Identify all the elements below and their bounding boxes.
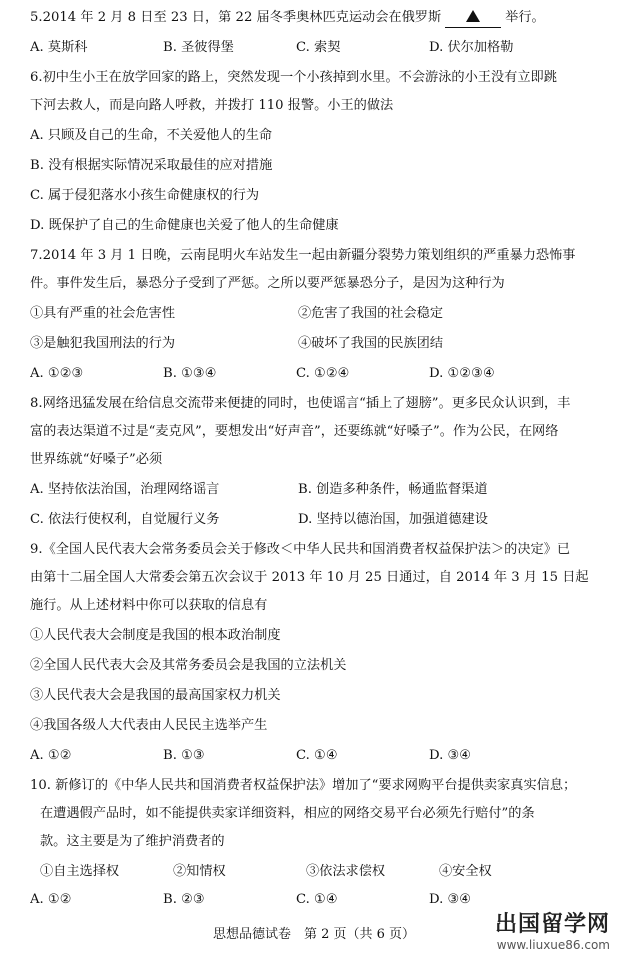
q7-option-a: A. ①②③	[30, 366, 84, 381]
q7-items-row-2	[30, 332, 614, 356]
q6-stem-line-2: 下河去救人，而是向路人呼救，并拨打 110 报警。小王的做法	[30, 98, 394, 113]
triangle-icon	[466, 10, 480, 22]
q5-stem	[30, 6, 614, 30]
q10-item-4: ④安全权	[439, 864, 492, 879]
q10-option-d: D. ③④	[429, 892, 472, 907]
answer-blank	[445, 9, 501, 28]
q10-item-1: ①自主选择权	[40, 864, 120, 879]
q7-items-row-1	[30, 302, 614, 326]
q9-option-b: B. ①③	[163, 748, 205, 763]
q5-option-d: D. 伏尔加格勒	[429, 40, 514, 55]
q5-option-c: C. 索契	[296, 40, 341, 55]
q5-option-b: B. 圣彼得堡	[163, 40, 234, 55]
q9-item-3: ③人民代表大会是我国的最高国家权力机关	[30, 688, 281, 703]
q8-option-a: A. 坚持依法治国，治理网络谣言	[30, 482, 220, 497]
q6-option-c: C. 属于侵犯落水小孩生命健康权的行为	[30, 188, 260, 203]
q10-item-3: ③依法求偿权	[306, 864, 386, 879]
q6-option-d: D. 既保护了自己的生命健康也关爱了他人的生命健康	[30, 218, 339, 233]
q9-item-4: ④我国各级人大代表由人民民主选举产生	[30, 718, 268, 733]
q9-option-d: D. ③④	[429, 748, 472, 763]
q7-item-4: ④破坏了我国的民族团结	[298, 336, 444, 351]
q8-stem-line-1: 8.网络迅猛发展在给信息交流带来便捷的同时，也使谣言“插上了翅膀”。更多民众认识到，丰	[30, 396, 571, 411]
watermark-logo	[495, 912, 610, 952]
watermark-url: www.liuxue86.com	[496, 938, 610, 952]
q10-option-c: C. ①④	[296, 892, 338, 907]
q10-option-a: A. ①②	[30, 892, 72, 907]
q6-option-b: B. 没有根据实际情况采取最佳的应对措施	[30, 158, 273, 173]
q5-option-a: A. 莫斯科	[30, 40, 88, 55]
q7-option-b: B. ①③④	[163, 366, 217, 381]
q9-option-a: A. ①②	[30, 748, 72, 763]
q8-option-d: D. 坚持以德治国，加强道德建设	[298, 512, 488, 527]
q6-stem-line-1: 6.初中生小王在放学回家的路上，突然发现一个小孩掉到水里。不会游泳的小王没有立即跳	[30, 70, 557, 85]
q9-stem-line-2: 由第十二届全国人大常委会第五次会议于 2013 年 10 月 25 日通过，自 2014 年 3 月 15 日起	[30, 570, 589, 585]
q10-options	[30, 888, 614, 912]
watermark-title: 出国留学网	[494, 912, 610, 937]
q5-stem-text: 5.2014 年 2 月 8 日至 23 日，第 22 届冬季奥林匹克运动会在俄罗斯	[30, 10, 442, 25]
q8-stem-line-2: 富的表达渠道不过是“麦克风”，要想发出“好声音”，还要练就“好嗓子”。作为公民，在网络	[30, 424, 559, 439]
q9-item-1: ①人民代表大会制度是我国的根本政治制度	[30, 628, 281, 643]
q10-items	[40, 860, 614, 884]
q7-item-1: ①具有严重的社会危害性	[30, 306, 176, 321]
q5-stem-end: 举行。	[505, 10, 545, 25]
q8-option-c: C. 依法行使权利，自觉履行义务	[30, 512, 220, 527]
q8-option-b: B. 创造多种条件，畅通监督渠道	[298, 482, 488, 497]
q10-option-b: B. ②③	[163, 892, 205, 907]
q9-stem-line-1: 9.《全国人民代表大会常务委员会关于修改＜中华人民共和国消费者权益保护法＞的决定》已	[30, 542, 571, 557]
q7-option-d: D. ①②③④	[429, 366, 495, 381]
q9-option-c: C. ①④	[296, 748, 338, 763]
page-footer: 思想品德试卷 第 2 页（共 6 页）	[212, 927, 416, 942]
q7-stem-line-1: 7.2014 年 3 月 1 日晚，云南昆明火车站发生一起由新疆分裂势力策划组织的严重暴力恐怖事	[30, 248, 576, 263]
q8-options-row-1	[30, 478, 614, 502]
q9-options	[30, 744, 614, 768]
q6-option-a: A. 只顾及自己的生命，不关爱他人的生命	[30, 128, 273, 143]
q8-stem-line-3: 世界练就“好嗓子”必须	[30, 452, 163, 467]
q10-stem-line-1: 10. 新修订的《中华人民共和国消费者权益保护法》增加了“要求网购平台提供卖家真实信息；	[30, 778, 577, 793]
q7-stem-line-2: 件。事件发生后，暴恐分子受到了严惩。之所以要严惩暴恐分子，是因为这种行为	[30, 276, 505, 291]
q10-item-2: ②知情权	[173, 864, 226, 879]
q7-item-2: ②危害了我国的社会稳定	[298, 306, 444, 321]
q7-option-c: C. ①②④	[296, 366, 350, 381]
q9-stem-line-3: 施行。从上述材料中你可以获取的信息有	[30, 598, 268, 613]
q5-options	[30, 36, 614, 60]
q9-item-2: ②全国人民代表大会及其常务委员会是我国的立法机关	[30, 658, 347, 673]
q10-stem-line-3: 款。这主要是为了维护消费者的	[40, 834, 225, 849]
q10-stem-line-2: 在遭遇假产品时，如不能提供卖家详细资料，相应的网络交易平台必须先行赔付”的条	[40, 806, 535, 821]
q8-options-row-2	[30, 508, 614, 532]
q7-item-3: ③是触犯我国刑法的行为	[30, 336, 176, 351]
q7-options	[30, 362, 614, 386]
